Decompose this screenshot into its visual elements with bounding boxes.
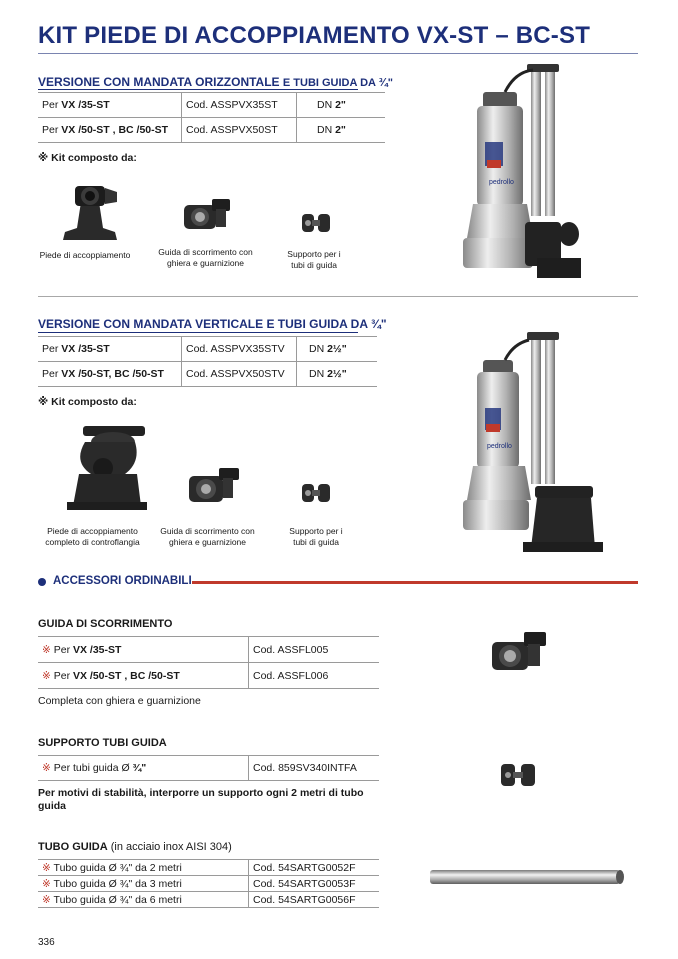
tubo-table [38, 859, 379, 908]
kit-item-caption: Supporto per i tubi di guida [289, 526, 343, 547]
pump-horizontal-image [445, 62, 595, 284]
kit-item-caption: Guida di scorrimento con ghiera e guarnizione [160, 526, 255, 547]
guida-table [38, 636, 379, 689]
product-code: Cod. 54SARTG0053F [249, 876, 380, 892]
kit-item-caption: Piede di accoppiamento completo di controflangia [45, 526, 140, 547]
model-name: VX /50-ST, BC /50-ST [61, 368, 164, 380]
product-code: Cod. ASSPVX50STV [182, 362, 297, 387]
coupling-foot-image [55, 180, 125, 245]
table-row: Per VX /50-ST , BC /50-ST Cod. ASSPVX50ST DN 2" [38, 118, 385, 143]
mark-icon: ※ [42, 762, 51, 774]
supporto-title: SUPPORTO TUBI GUIDA [38, 737, 167, 749]
guide-support-image [298, 208, 336, 238]
product-code: Cod. ASSPVX35ST [182, 93, 297, 118]
kit-item-caption: Guida di scorrimento con ghiera e guarnizione [158, 247, 253, 268]
table-row: Per VX /35-ST Cod. ASSPVX35ST DN 2" [38, 93, 385, 118]
product-code: Cod. 859SV340INTFA [249, 756, 380, 781]
product-code: Cod. ASSPVX35STV [182, 337, 297, 362]
sliding-guide-accessory-image [488, 628, 550, 676]
dn-value: 2" [335, 124, 346, 136]
section1-heading-rule [38, 89, 358, 90]
table-row: ※ Tubo guida Ø ¾" da 2 metri Cod. 54SARTG0052F [38, 860, 379, 876]
product-code: Cod. ASSFL005 [249, 637, 380, 663]
title-rule [38, 53, 638, 54]
pump-vertical-image [455, 330, 605, 560]
pump-logo: pedrollo [489, 179, 514, 186]
section1-table [38, 92, 385, 143]
product-code: Cod. 54SARTG0052F [249, 860, 380, 876]
model-name: VX /50-ST , BC /50-ST [61, 124, 169, 136]
sliding-guide-image [180, 195, 235, 235]
guide-support-image [298, 478, 336, 508]
guide-tube-image [428, 866, 628, 888]
mark-icon: ※ [42, 893, 51, 906]
dn-value: 2½" [327, 343, 347, 355]
table-row: ※ Per VX /50-ST , BC /50-ST Cod. ASSFL006 [38, 663, 379, 689]
table-row: ※ Tubo guida Ø ¾" da 6 metri Cod. 54SARTG0056F [38, 892, 379, 908]
mark-icon: ※ [42, 669, 51, 682]
sliding-guide-image [185, 464, 245, 508]
table-row: ※ Per VX /35-ST Cod. ASSFL005 [38, 637, 379, 663]
section2-heading: VERSIONE CON MANDATA VERTICALE E TUBI GUIDA DA ¾" [38, 317, 387, 331]
product-code: Cod. ASSFL006 [249, 663, 380, 689]
accessories-heading-rule [192, 581, 638, 584]
table-row: Per VX /35-ST Cod. ASSPVX35STV DN 2½" [38, 337, 377, 362]
table-row: Per VX /50-ST, BC /50-ST Cod. ASSPVX50STV DN 2½" [38, 362, 377, 387]
table-row: ※ Tubo guida Ø ¾" da 3 metri Cod. 54SARTG0053F [38, 876, 379, 892]
mark-icon: ※ [42, 861, 51, 874]
section1-heading-a: VERSIONE CON MANDATA ORIZZONTALE [38, 75, 280, 89]
section1-kit-label: ※ Kit composto da: [38, 152, 137, 164]
supporto-table [38, 755, 379, 781]
supporto-note: Per motivi di stabilità, interporre un supporto ogni 2 metri di tubo guida [38, 787, 364, 812]
section1-heading [38, 75, 393, 89]
kit-mark-icon: ※ [38, 152, 49, 164]
accessories-bullet-icon [38, 578, 46, 586]
table-row: ※ Per tubi guida Ø ¾" Cod. 859SV340INTFA [38, 756, 379, 781]
mark-icon: ※ [42, 877, 51, 890]
section2-heading-rule [38, 332, 358, 333]
dn-value: 2½" [327, 368, 347, 380]
model-name: VX /35-ST [73, 643, 122, 656]
section2-table [38, 336, 377, 387]
model-name: VX /35-ST [61, 99, 110, 111]
page-title: KIT PIEDE DI ACCOPPIAMENTO VX-ST – BC-ST [38, 22, 591, 49]
model-name: VX /35-ST [61, 343, 110, 355]
product-code: Cod. 54SARTG0056F [249, 892, 380, 908]
section1-heading-b: E TUBI GUIDA DA ¾" [282, 77, 394, 89]
kit-mark-icon: ※ [38, 396, 49, 408]
mark-icon: ※ [42, 643, 51, 656]
kit-item-caption: Piede di accoppiamento [39, 250, 131, 260]
section2-kit-label: ※ Kit composto da: [38, 396, 137, 408]
guida-note: Completa con ghiera e guarnizione [38, 695, 201, 707]
product-code: Cod. ASSPVX50ST [182, 118, 297, 143]
tubo-title: TUBO GUIDA (in acciaio inox AISI 304) [38, 841, 232, 853]
guide-support-accessory-image [497, 758, 541, 792]
coupling-foot-counterflange-image [55, 422, 155, 512]
kit-item-caption: Supporto per i tubi di guida [287, 249, 341, 270]
dn-value: 2" [335, 99, 346, 111]
pump-logo: pedrollo [487, 443, 512, 450]
page-number: 336 [38, 937, 55, 948]
guida-title: GUIDA DI SCORRIMENTO [38, 618, 173, 630]
accessories-heading: ACCESSORI ORDINABILI [53, 575, 192, 587]
model-name: VX /50-ST , BC /50-ST [73, 669, 180, 682]
section-divider [38, 296, 638, 297]
